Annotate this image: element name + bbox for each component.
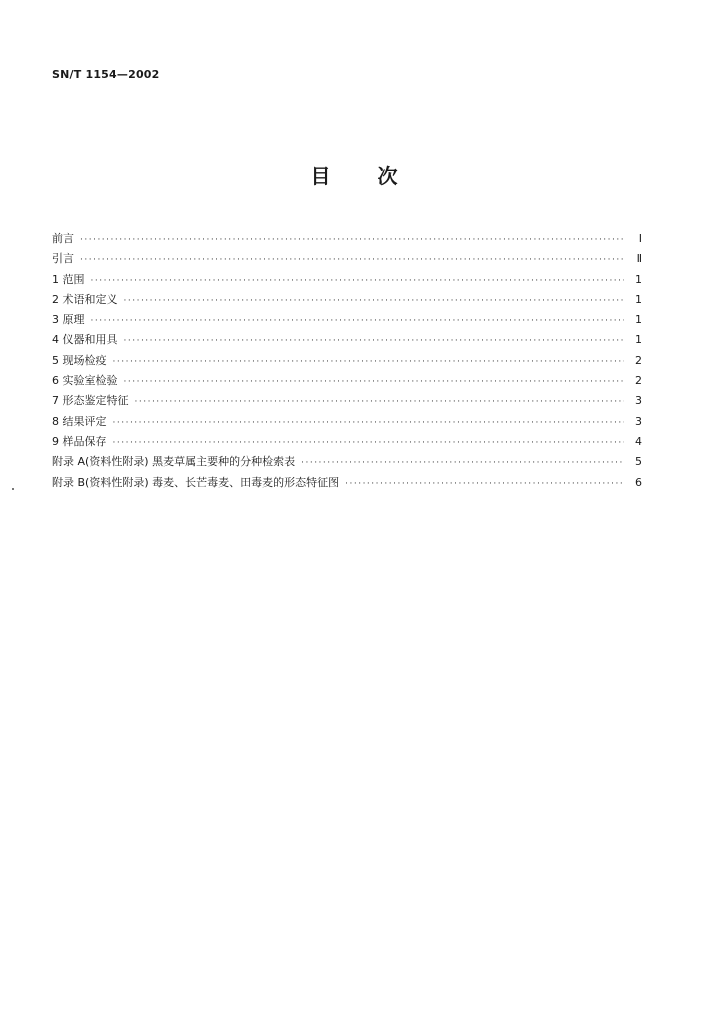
toc-leader-dots	[113, 357, 625, 367]
toc-leader-dots	[80, 235, 624, 245]
toc-entry-label: 2 术语和定义	[52, 292, 118, 306]
toc-entry-label: 9 样品保存	[52, 434, 107, 448]
document-code: SN/T 1154—2002	[52, 68, 160, 81]
toc-entry-page: Ⅱ	[636, 252, 642, 266]
toc-entry[interactable]	[52, 230, 642, 250]
toc-entry[interactable]	[52, 250, 642, 270]
toc-entry-page: Ⅰ	[638, 232, 642, 245]
toc-entry-page: 3	[635, 394, 642, 408]
toc-entry-label: 前言	[52, 232, 74, 245]
toc-leader-dots	[124, 296, 625, 306]
toc-entry-page: 5	[635, 455, 642, 469]
toc-entry-label: 4 仪器和用具	[52, 333, 118, 347]
toc-entry-page: 1	[635, 292, 642, 306]
toc-leader-dots	[135, 397, 625, 407]
toc-entry-label: 1 范围	[52, 272, 85, 286]
toc-entry-page: 4	[635, 434, 642, 448]
toc-entry-page: 2	[635, 353, 642, 367]
toc-entry-page: 6	[635, 475, 642, 489]
toc-entry[interactable]	[52, 433, 642, 453]
toc-entry[interactable]	[52, 474, 642, 494]
toc-entry-page: 1	[635, 272, 642, 286]
toc-leader-dots	[113, 418, 625, 428]
toc-entry[interactable]	[52, 331, 642, 351]
toc-leader-dots	[124, 377, 625, 387]
toc-entry-label: 7 形态鉴定特征	[52, 394, 129, 408]
toc-leader-dots	[113, 438, 625, 448]
page-title: 目 次	[310, 164, 398, 188]
toc-entry[interactable]	[52, 413, 642, 433]
toc-leader-dots	[124, 336, 625, 346]
toc-entry-label: 6 实验室检验	[52, 374, 118, 388]
toc-entry[interactable]	[52, 453, 642, 473]
toc-entry-label: 8 结果评定	[52, 414, 107, 428]
toc-leader-dots	[91, 276, 625, 286]
toc-entry-page: 1	[635, 313, 642, 327]
toc-entry[interactable]	[52, 372, 642, 392]
toc-leader-dots	[345, 479, 624, 489]
toc-entry[interactable]	[52, 311, 642, 331]
toc-entry[interactable]	[52, 271, 642, 291]
table-of-contents	[52, 230, 642, 494]
toc-entry-label: 3 原理	[52, 313, 85, 327]
scan-speck	[12, 488, 14, 490]
toc-entry[interactable]	[52, 291, 642, 311]
toc-leader-dots	[91, 316, 625, 326]
toc-entry-label: 附录 A(资料性附录) 黑麦草属主要种的分种检索表	[52, 455, 296, 469]
toc-entry-page: 1	[635, 333, 642, 347]
toc-leader-dots	[80, 255, 624, 265]
toc-entry[interactable]	[52, 392, 642, 412]
toc-entry-label: 5 现场检疫	[52, 353, 107, 367]
toc-entry-label: 附录 B(资料性附录) 毒麦、长芒毒麦、田毒麦的形态特征图	[52, 475, 340, 489]
toc-entry[interactable]	[52, 352, 642, 372]
toc-entry-page: 3	[635, 414, 642, 428]
toc-leader-dots	[301, 458, 624, 468]
toc-entry-label: 引言	[52, 252, 74, 266]
toc-entry-page: 2	[635, 374, 642, 388]
